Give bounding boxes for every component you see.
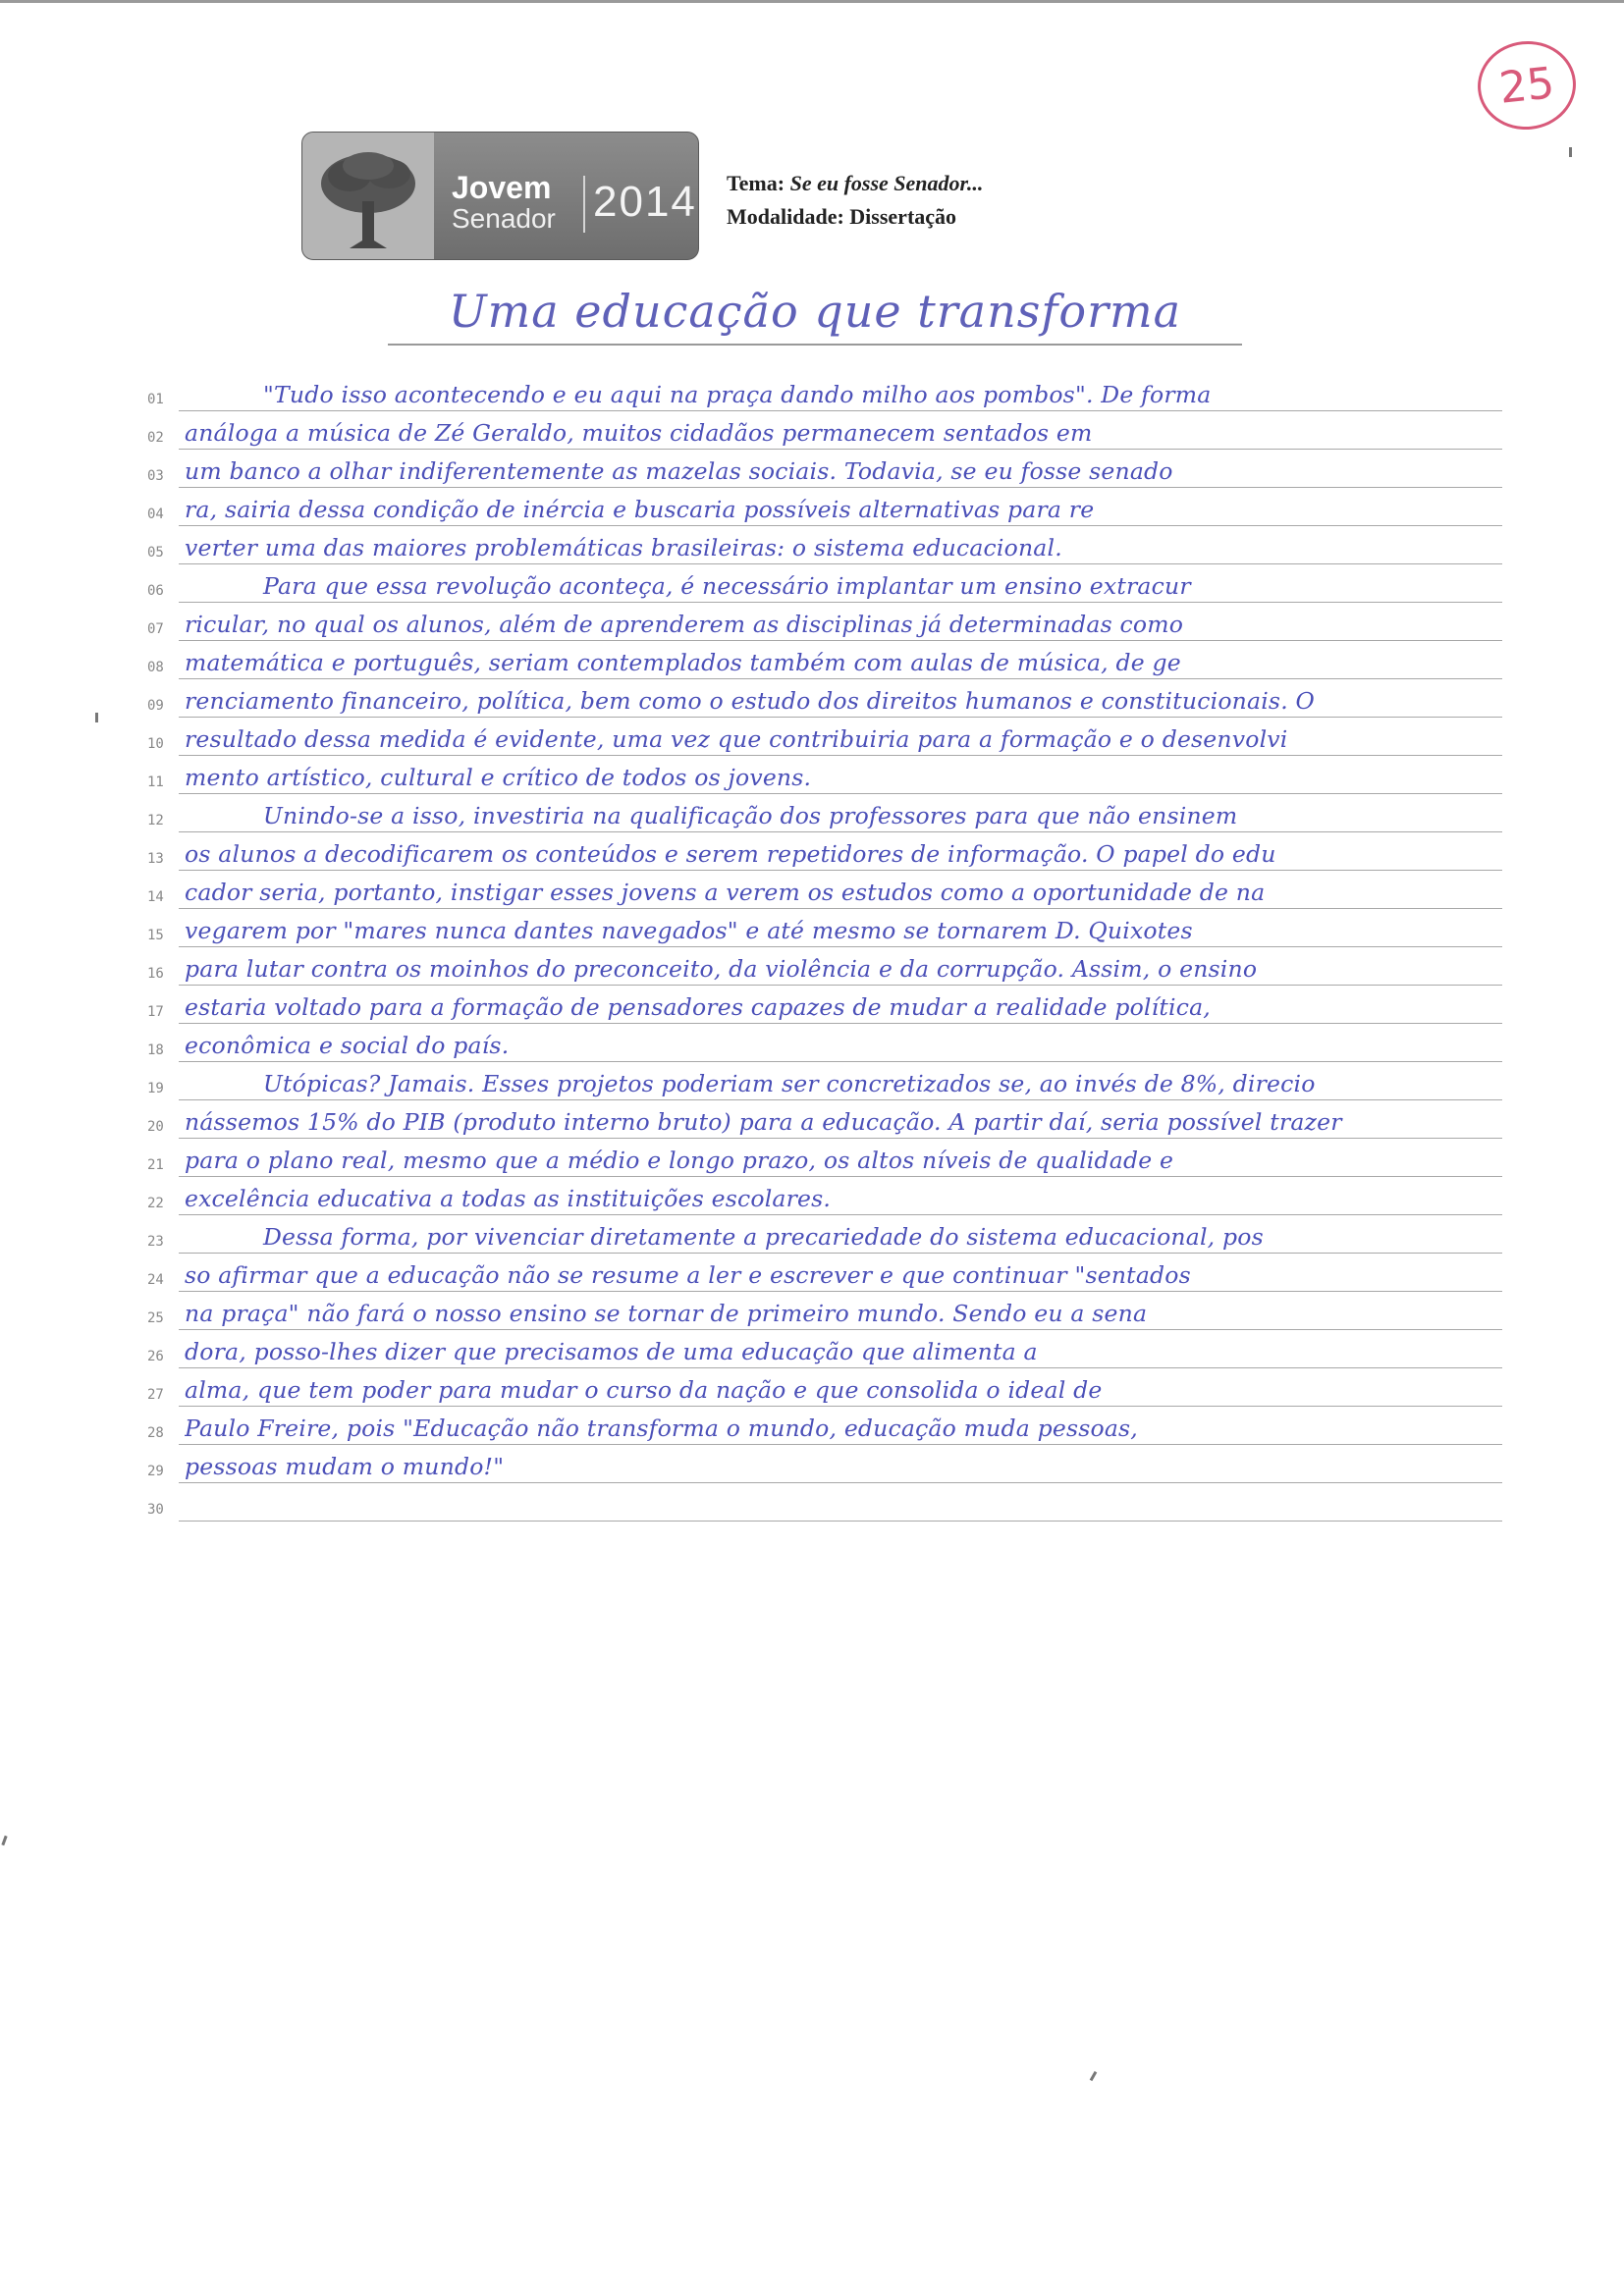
scan-speck (1090, 2071, 1098, 2081)
line-text: nássemos 15% do PIB (produto interno bruto) para a educação. A partir daí, seria possível trazer (185, 1108, 1342, 1136)
essay-line (137, 1139, 1502, 1177)
mode-row (727, 200, 983, 234)
essay-line (137, 564, 1502, 603)
line-number: 18 (147, 1042, 164, 1058)
essay-line (137, 450, 1502, 488)
line-text: matemática e português, seriam contemplados também com aulas de música, de ge (185, 649, 1181, 676)
line-text: ra, sairia dessa condição de inércia e buscaria possíveis alternativas para re (185, 496, 1095, 523)
line-number: 12 (147, 813, 164, 828)
logo-word-jovem: Jovem (452, 170, 552, 205)
essay-line (137, 488, 1502, 526)
line-number: 06 (147, 583, 164, 599)
line-number: 03 (147, 468, 164, 484)
grade-value: 25 (1496, 57, 1557, 114)
page-top-border (0, 0, 1624, 3)
line-text: excelência educativa a todas as instituições escolares. (185, 1185, 832, 1212)
mode-value: Dissertação (849, 204, 957, 229)
line-number: 10 (147, 736, 164, 752)
line-text: so afirmar que a educação não se resume a ler e escrever e que continuar "sentados (185, 1261, 1191, 1289)
mode-label: Modalidade: (727, 204, 844, 229)
line-number: 15 (147, 928, 164, 943)
line-text: vegarem por "mares nunca dantes navegados" e até mesmo se tornarem D. Quixotes (185, 917, 1193, 944)
scan-speck (1569, 147, 1572, 157)
line-number: 21 (147, 1157, 164, 1173)
line-text: econômica e social do país. (185, 1032, 510, 1059)
grade-mark (1474, 36, 1581, 134)
line-number: 01 (147, 392, 164, 407)
line-number: 27 (147, 1387, 164, 1403)
line-text: verter uma das maiores problemáticas brasileiras: o sistema educacional. (185, 534, 1062, 561)
line-number: 14 (147, 889, 164, 905)
line-text: para o plano real, mesmo que a médio e longo prazo, os altos níveis de qualidade e (185, 1147, 1174, 1174)
essay-line (137, 603, 1502, 641)
line-number: 26 (147, 1349, 164, 1364)
line-number: 11 (147, 774, 164, 790)
line-number: 02 (147, 430, 164, 446)
essay-line (137, 1445, 1502, 1483)
essay-line (137, 832, 1502, 871)
line-number: 05 (147, 545, 164, 561)
line-text: Para que essa revolução aconteça, é necessário implantar um ensino extracur (263, 572, 1191, 600)
line-number: 16 (147, 966, 164, 982)
line-text: Dessa forma, por vivenciar diretamente a precariedade do sistema educacional, pos (263, 1223, 1264, 1251)
line-number: 23 (147, 1234, 164, 1250)
essay-line (137, 373, 1502, 411)
theme-label: Tema: (727, 171, 785, 195)
line-text: Unindo-se a isso, investiria na qualificação dos professores para que não ensinem (263, 802, 1238, 829)
essay-line (137, 1062, 1502, 1100)
essay-line (137, 871, 1502, 909)
line-number: 20 (147, 1119, 164, 1135)
line-number: 24 (147, 1272, 164, 1288)
essay-line (137, 1330, 1502, 1368)
line-number: 19 (147, 1081, 164, 1096)
line-text: Utópicas? Jamais. Esses projetos poderiam ser concretizados se, ao invés de 8%, direcio (263, 1070, 1316, 1097)
line-text: "Tudo isso acontecendo e eu aqui na praça dando milho aos pombos". De forma (263, 381, 1212, 408)
line-number: 04 (147, 507, 164, 522)
essay-line (137, 1024, 1502, 1062)
line-text: um banco a olhar indiferentemente as mazelas sociais. Todavia, se eu fosse senado (185, 457, 1173, 485)
line-text: resultado dessa medida é evidente, uma vez que contribuiria para a formação e o desenvolvi (185, 725, 1288, 753)
essay-title: Uma educação que transforma (388, 285, 1242, 346)
line-number: 30 (147, 1502, 164, 1518)
essay-line (137, 986, 1502, 1024)
scan-speck (1, 1836, 7, 1845)
logo-divider (583, 176, 585, 233)
essay-line (137, 1254, 1502, 1292)
essay-line (137, 909, 1502, 947)
essay-line (137, 947, 1502, 986)
essay-line (137, 1100, 1502, 1139)
line-text: na praça" não fará o nosso ensino se tornar de primeiro mundo. Sendo eu a sena (185, 1300, 1148, 1327)
line-text: para lutar contra os moinhos do preconceito, da violência e da corrupção. Assim, o ensino (185, 955, 1258, 983)
line-text: dora, posso-lhes dizer que precisamos de uma educação que alimenta a (185, 1338, 1038, 1365)
line-number: 28 (147, 1425, 164, 1441)
essay-line (137, 1407, 1502, 1445)
line-text: ricular, no qual os alunos, além de aprenderem as disciplinas já determinadas como (185, 611, 1184, 638)
line-text: estaria voltado para a formação de pensadores capazes de mudar a realidade política, (185, 993, 1211, 1021)
line-number: 13 (147, 851, 164, 867)
line-rule (179, 1521, 1502, 1522)
essay-line (137, 1215, 1502, 1254)
essay-line (137, 1292, 1502, 1330)
essay-line (137, 641, 1502, 679)
essay-line (137, 1177, 1502, 1215)
jovem-senador-logo (301, 132, 699, 260)
essay-line (137, 756, 1502, 794)
theme-value: Se eu fosse Senador... (789, 171, 984, 195)
essay-line (137, 679, 1502, 718)
header-info (727, 167, 983, 234)
line-text: os alunos a decodificarem os conteúdos e serem repetidores de informação. O papel do edu (185, 840, 1276, 868)
essay-line (137, 794, 1502, 832)
essay-line (137, 1368, 1502, 1407)
essay-line (137, 526, 1502, 564)
tree-icon (302, 133, 434, 259)
line-number: 22 (147, 1196, 164, 1211)
line-number: 08 (147, 660, 164, 675)
essay-lines (137, 373, 1502, 1522)
line-number: 07 (147, 621, 164, 637)
line-number: 17 (147, 1004, 164, 1020)
essay-line (137, 1483, 1502, 1522)
scan-speck (95, 713, 98, 722)
theme-row (727, 167, 983, 200)
line-number: 29 (147, 1464, 164, 1479)
line-text: alma, que tem poder para mudar o curso da nação e que consolida o ideal de (185, 1376, 1103, 1404)
logo-word-senador: Senador (452, 203, 556, 234)
essay-line (137, 411, 1502, 450)
line-text: mento artístico, cultural e crítico de todos os jovens. (185, 764, 812, 791)
line-text: pessoas mudam o mundo!" (185, 1453, 505, 1480)
essay-line (137, 718, 1502, 756)
line-number: 09 (147, 698, 164, 714)
line-text: análoga a música de Zé Geraldo, muitos cidadãos permanecem sentados em (185, 419, 1093, 447)
logo-year: 2014 (593, 178, 697, 226)
line-number: 25 (147, 1310, 164, 1326)
line-text: renciamento financeiro, política, bem como o estudo dos direitos humanos e constitucionais. O (185, 687, 1315, 715)
line-text: Paulo Freire, pois "Educação não transforma o mundo, educação muda pessoas, (185, 1415, 1138, 1442)
line-text: cador seria, portanto, instigar esses jovens a verem os estudos como a oportunidade de na (185, 879, 1266, 906)
